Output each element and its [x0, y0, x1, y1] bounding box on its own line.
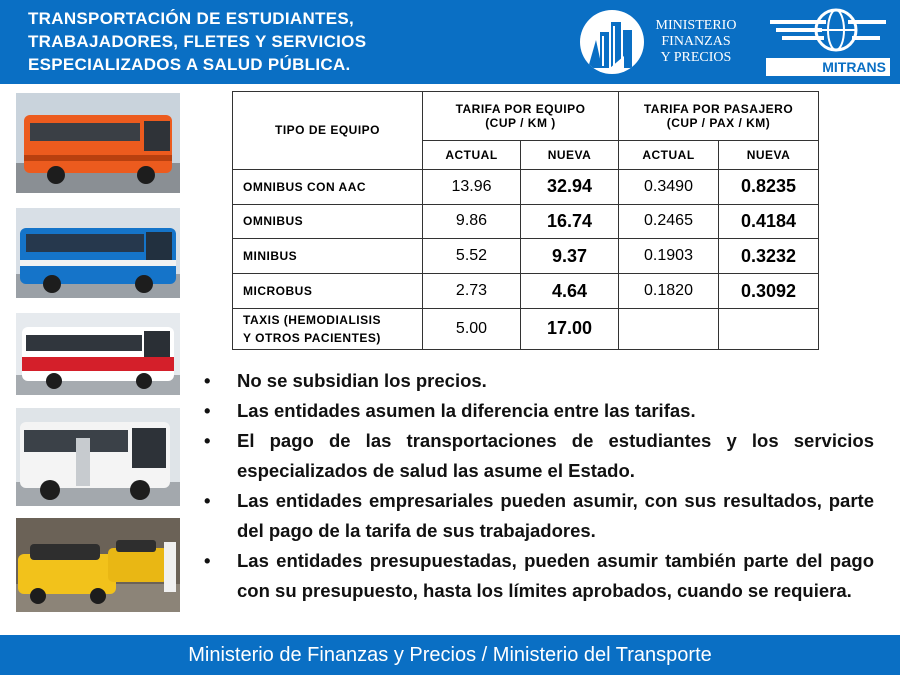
logo-mitrans-text: MITRANS [766, 58, 890, 76]
sub-actual-equipo: ACTUAL [423, 141, 521, 170]
group-tarifa-pasajero-line1: TARIFA POR PASAJERO [643, 102, 794, 117]
list-item [204, 546, 874, 606]
list-item [204, 396, 874, 426]
cell-type: OMNIBUS [233, 204, 423, 239]
bullet-icon: • [204, 430, 211, 451]
cell-eq-actual: 2.73 [423, 274, 521, 309]
bullet-icon: • [204, 550, 211, 571]
bullet-text: Las entidades empresariales pueden asumir, con sus resultados, parte del pago de la tarifa de sus trabajadores. [237, 490, 874, 541]
photo-yellow-taxis [16, 518, 180, 612]
bullet-icon: • [204, 370, 211, 391]
cell-eq-actual: 13.96 [423, 169, 521, 204]
bullet-text: El pago de las transportaciones de estudiantes y los servicios especializados de salud las asume el Estado. [237, 430, 874, 481]
bullet-text: Las entidades asumen la diferencia entre las tarifas. [237, 400, 696, 421]
col-tipo-equipo: TIPO DE EQUIPO [233, 92, 423, 170]
sub-actual-pasajero: ACTUAL [619, 141, 719, 170]
logo-mfp-line2: FINANZAS [661, 34, 731, 49]
photo-orange-bus [16, 93, 180, 193]
cell-pax-actual: 0.2465 [619, 204, 719, 239]
bullet-icon: • [204, 400, 211, 421]
logo-mitrans [766, 6, 890, 78]
cell-pax-nueva: 0.8235 [719, 169, 819, 204]
bullet-text: Las entidades presupuestadas, pueden asumir también parte del pago con su presupuesto, hasta los límites aprobados, cuando se requiera. [237, 550, 874, 601]
bullet-icon: • [204, 490, 211, 511]
table-row [233, 308, 819, 349]
cell-type: MINIBUS [233, 239, 423, 274]
sub-nueva-equipo: NUEVA [521, 141, 619, 170]
list-item [204, 366, 874, 396]
cell-pax-actual [619, 308, 719, 349]
cell-type: MICROBUS [233, 274, 423, 309]
cell-eq-actual: 5.00 [423, 308, 521, 349]
logo-mfp-line3: Y PRECIOS [660, 50, 732, 65]
photo-blue-bus [16, 208, 180, 298]
globe-emblem-icon [766, 6, 890, 56]
photo-white-minibus [16, 408, 180, 506]
table-row [233, 169, 819, 204]
cell-eq-nueva: 9.37 [521, 239, 619, 274]
cell-type-line1: TAXIS (HEMODIALISIS [243, 312, 381, 327]
group-tarifa-pasajero-line2: (CUP / PAX / KM) [666, 116, 771, 131]
cell-eq-actual: 9.86 [423, 204, 521, 239]
header-banner [0, 0, 900, 84]
cell-eq-nueva: 32.94 [521, 169, 619, 204]
cell-eq-nueva: 17.00 [521, 308, 619, 349]
cell-eq-nueva: 4.64 [521, 274, 619, 309]
table-header-row [233, 92, 819, 141]
footer-banner [0, 635, 900, 675]
title-line-2: TRABAJADORES, FLETES Y SERVICIOS [28, 32, 367, 51]
cell-pax-actual: 0.1820 [619, 274, 719, 309]
page-title [28, 7, 448, 76]
logo-ministerio-finanzas [580, 8, 750, 78]
buildings-icon [580, 10, 644, 74]
cell-pax-nueva: 0.3092 [719, 274, 819, 309]
cell-pax-nueva: 0.4184 [719, 204, 819, 239]
logo-mfp-line1: MINISTERIO [655, 18, 737, 33]
cell-pax-actual: 0.3490 [619, 169, 719, 204]
group-tarifa-equipo-line1: TARIFA POR EQUIPO [455, 102, 586, 117]
title-line-1: TRANSPORTACIÓN DE ESTUDIANTES, [28, 9, 355, 28]
title-line-3: ESPECIALIZADOS A SALUD PÚBLICA. [28, 55, 351, 74]
tarifas-table [232, 91, 819, 350]
bullet-list [204, 366, 874, 606]
bullet-text: No se subsidian los precios. [237, 370, 487, 391]
table-row [233, 274, 819, 309]
group-tarifa-equipo-line2: (CUP / KM ) [485, 116, 556, 131]
cell-eq-actual: 5.52 [423, 239, 521, 274]
cell-pax-nueva [719, 308, 819, 349]
footer-text: Ministerio de Finanzas y Precios / Ministerio del Transporte [188, 644, 712, 666]
cell-type: OMNIBUS CON AAC [233, 169, 423, 204]
cell-eq-nueva: 16.74 [521, 204, 619, 239]
group-tarifa-pasajero [619, 92, 819, 141]
list-item [204, 426, 874, 486]
table-row [233, 204, 819, 239]
cell-type-line2: Y OTROS PACIENTES) [243, 330, 381, 345]
cell-pax-actual: 0.1903 [619, 239, 719, 274]
cell-type [233, 308, 423, 349]
photo-red-bus [16, 313, 180, 395]
cell-pax-nueva: 0.3232 [719, 239, 819, 274]
list-item [204, 486, 874, 546]
table-row [233, 239, 819, 274]
sub-nueva-pasajero: NUEVA [719, 141, 819, 170]
group-tarifa-equipo [423, 92, 619, 141]
